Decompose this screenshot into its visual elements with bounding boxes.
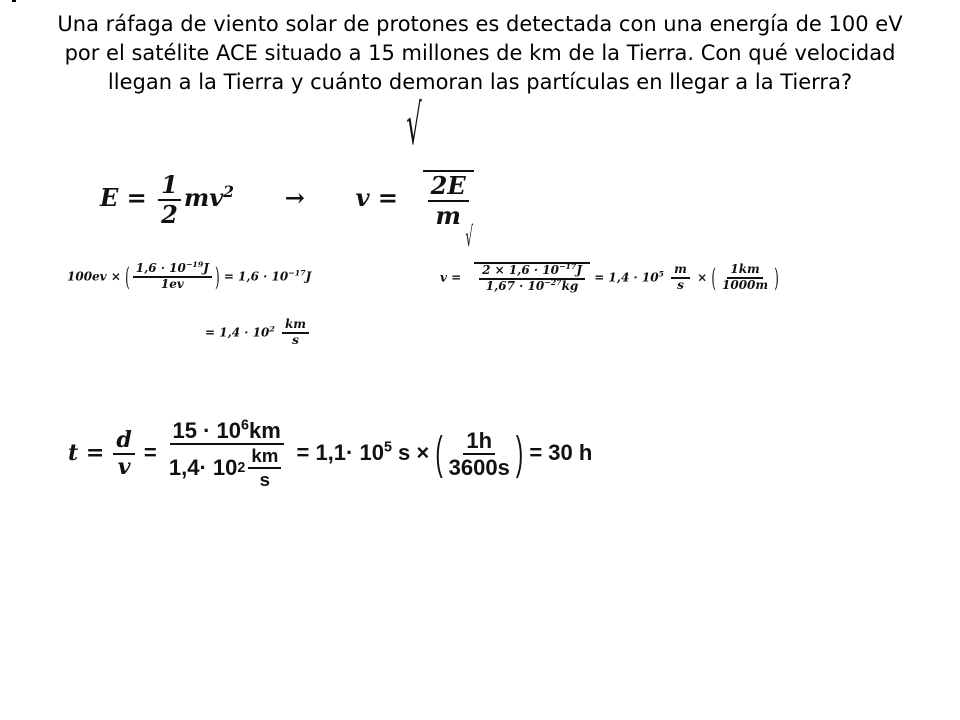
conversion-fraction xyxy=(133,262,212,292)
time-denominator: 1,4· 10 xyxy=(168,455,238,481)
time-result-exponent: 5 xyxy=(383,439,392,456)
conversion-numerator: 1,6 · 10 xyxy=(135,261,186,275)
corner-mark xyxy=(12,0,16,2)
time-numerator-unit: km xyxy=(248,418,281,443)
velocity-calc-unit-numerator: m xyxy=(671,263,690,279)
velocity-sqrt xyxy=(465,220,590,294)
velocity-calc-result-exponent: 5 xyxy=(658,269,664,279)
velocity-unit-denominator: s xyxy=(292,332,299,347)
velocity-sqrt-numerator-exponent: −17 xyxy=(558,262,577,271)
conversion-result: = 1,6 · 10 xyxy=(223,269,289,284)
velocity-result xyxy=(205,318,312,348)
hour-conversion-fraction xyxy=(446,428,513,481)
velocity-sqrt-denominator-exponent: −27 xyxy=(544,277,562,287)
time-numerator: 15 · 10 xyxy=(172,418,241,443)
half-denominator: 2 xyxy=(161,199,178,229)
conversion-numerator-unit: J xyxy=(203,261,209,275)
time-denominator-unit-denominator: s xyxy=(259,468,271,490)
sqrt-denominator: m xyxy=(435,200,461,230)
velocity-result-unit xyxy=(282,318,309,348)
time-equals: = xyxy=(143,439,157,465)
velocity-calc-unit xyxy=(671,263,690,293)
conversion-numerator-exponent: −19 xyxy=(185,260,204,269)
energy-formula xyxy=(100,93,474,230)
mv-term: mv xyxy=(183,183,224,213)
sqrt-numerator: 2E xyxy=(428,172,469,202)
time-denominator-unit xyxy=(248,445,281,490)
time-result-unit: s × xyxy=(398,439,430,465)
velocity-sqrt-denominator-unit: kg xyxy=(561,278,579,293)
d-numerator: d xyxy=(113,428,134,455)
velocity-unit-numerator: km xyxy=(282,318,309,334)
velocity-sqrt-numerator: 2 × 1,6 · 10 xyxy=(482,263,559,277)
conversion-denominator: 1ev xyxy=(160,276,184,291)
velocity-result-value: = 1,4 · 10 xyxy=(205,325,270,340)
times-sign: × xyxy=(697,270,708,285)
arrow-icon: → xyxy=(284,183,305,213)
velocity-sqrt-fraction xyxy=(479,264,585,294)
sqrt-icon: √ xyxy=(465,220,474,254)
time-result: = 1,1· 10 xyxy=(296,439,384,465)
km-conversion-fraction xyxy=(719,263,771,293)
d-over-v-fraction xyxy=(113,428,134,481)
energy-lhs: E = xyxy=(100,183,147,213)
v-denominator: v xyxy=(117,454,131,481)
velocity-calc-result: = 1,4 · 10 xyxy=(594,270,659,285)
velocity-sqrt-denominator: 1,67 · 10 xyxy=(485,278,545,293)
time-main-fraction: $15 \cdot 10^6km$ 1,4· 10 2 $\frac{km}{s}$ xyxy=(166,418,287,490)
velocity-calc-lhs: v = xyxy=(440,270,462,285)
hour-conversion-numerator: 1h xyxy=(463,428,495,455)
velocity-lhs: v = xyxy=(355,183,398,213)
hour-conversion-denominator: 3600s xyxy=(448,455,510,481)
time-denominator-unit-numerator: km xyxy=(248,445,281,469)
time-calculation: t = $\frac{d}{v}$ = $15 \cdot 10^6km$ 1,4· 10 2 $\frac{km}{s}$ = $1,1\cdot 10^5$ s × ( $\frac{1h}{3600s}$ ) = 30 h xyxy=(68,417,593,490)
time-lhs: t = xyxy=(68,439,105,466)
km-conversion-numerator: 1km xyxy=(727,263,762,279)
velocity-result-exponent: 2 xyxy=(269,324,275,334)
time-numerator-exponent: 6 xyxy=(241,417,249,434)
sqrt-expression xyxy=(406,93,473,230)
km-conversion-denominator: 1000m xyxy=(722,277,769,292)
conversion-result-exponent: −17 xyxy=(288,268,306,278)
energy-conversion: 100ev × ( $\frac{1,6 \cdot 10^{-19}J}{1ev}$ ) = $1,6 \cdot 10^{-17}J$ xyxy=(67,260,312,292)
velocity-calculation: v = √ $\frac{2 \times 1,6 \cdot 10^{-17}J}{1,67 \cdot 10^{-27}kg}$ = $1,4 \cdot 10^5$ $\frac{m}{s}$ × ( $\frac{1km}{1000m}$ ) xyxy=(440,220,779,293)
half-numerator: 1 xyxy=(158,171,181,201)
time-final: = 30 h xyxy=(529,439,593,465)
conversion-result-unit: J xyxy=(305,269,312,284)
conversion-prefix: 100ev × xyxy=(67,269,121,284)
mv-exponent: 2 xyxy=(223,182,235,202)
velocity-sqrt-numerator-unit: J xyxy=(576,263,583,277)
half-fraction xyxy=(158,171,181,228)
velocity-calc-unit-denominator: s xyxy=(677,277,684,292)
problem-statement: Una ráfaga de viento solar de protones es detectada con una energía de 100 eV por el satélite ACE situado a 15 millones de km de la Tierra. Con qué velocidad llegan a la Tierra y cuánto demoran las partículas en llegar a la Tierra? xyxy=(57,12,903,94)
sqrt-fraction xyxy=(428,172,469,229)
sqrt-icon: √ xyxy=(406,93,422,158)
